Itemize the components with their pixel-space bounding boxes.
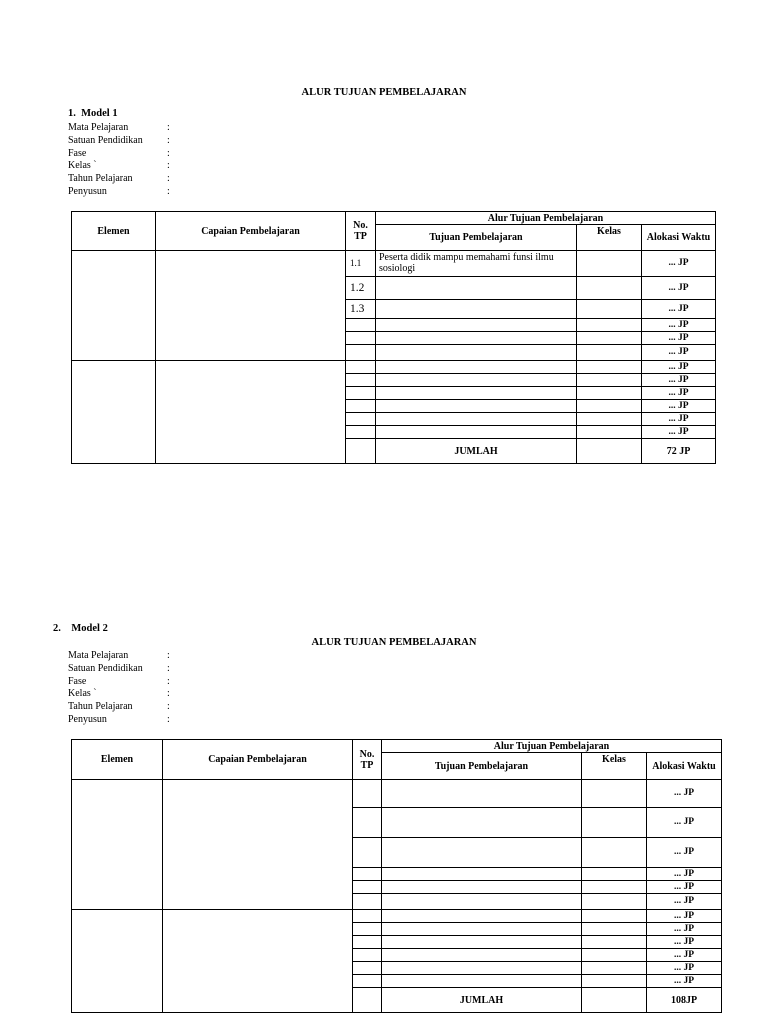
tujuan-cell bbox=[376, 426, 577, 439]
no-tp-cell bbox=[346, 361, 376, 374]
tujuan-cell bbox=[376, 413, 577, 426]
table-row bbox=[72, 361, 716, 374]
jumlah-value: 108JP bbox=[647, 988, 722, 1013]
header-no-tp: No. TP bbox=[346, 212, 376, 251]
model1-heading bbox=[68, 108, 118, 119]
field-penyusun bbox=[68, 186, 268, 199]
kelas-cell bbox=[577, 251, 642, 277]
field-label: Satuan Pendidikan bbox=[68, 662, 143, 674]
no-tp-cell bbox=[353, 962, 382, 975]
field-tahun-pelajaran bbox=[68, 173, 268, 186]
kelas-cell bbox=[577, 413, 642, 426]
field-colon: : bbox=[167, 160, 170, 172]
field-mata-pelajaran bbox=[68, 650, 268, 663]
no-tp-cell: 1.3 bbox=[346, 300, 376, 319]
field-satuan-pendidikan bbox=[68, 135, 268, 148]
alokasi-cell: ... JP bbox=[647, 808, 722, 838]
tujuan-cell: Peserta didik mampu memahami funsi ilmu sosiologi bbox=[376, 251, 577, 277]
kelas-cell bbox=[582, 936, 647, 949]
kelas-cell bbox=[577, 400, 642, 413]
alokasi-cell: ... JP bbox=[642, 277, 716, 300]
jumlah-label: JUMLAH bbox=[382, 988, 582, 1013]
field-colon: : bbox=[167, 185, 170, 197]
alokasi-cell: ... JP bbox=[642, 319, 716, 332]
kelas-cell bbox=[582, 838, 647, 868]
field-colon: : bbox=[167, 688, 170, 700]
alokasi-cell: ... JP bbox=[647, 868, 722, 881]
alokasi-cell: ... JP bbox=[647, 894, 722, 910]
header-capaian-pembelajaran: Capaian Pembelajaran bbox=[156, 212, 346, 251]
model1-title: ALUR TUJUAN PEMBELAJARAN bbox=[301, 87, 467, 98]
header-tujuan-pembelajaran: Tujuan Pembelajaran bbox=[376, 225, 577, 251]
no-tp-cell bbox=[353, 936, 382, 949]
kelas-cell bbox=[577, 300, 642, 319]
kelas-cell bbox=[577, 387, 642, 400]
header-elemen: Elemen bbox=[72, 740, 163, 780]
tujuan-cell bbox=[382, 936, 582, 949]
tujuan-cell bbox=[382, 949, 582, 962]
elemen-cell bbox=[72, 361, 156, 464]
kelas-cell bbox=[582, 949, 647, 962]
no-tp-cell: 1.1 bbox=[346, 251, 376, 277]
header-tujuan-pembelajaran: Tujuan Pembelajaran bbox=[382, 753, 582, 780]
tujuan-cell bbox=[382, 808, 582, 838]
header-capaian-pembelajaran: Capaian Pembelajaran bbox=[163, 740, 353, 780]
field-colon: : bbox=[167, 713, 170, 725]
no-tp-cell bbox=[353, 808, 382, 838]
elemen-cell bbox=[72, 910, 163, 1013]
no-tp-cell bbox=[346, 319, 376, 332]
table-row bbox=[72, 780, 722, 808]
capaian-cell bbox=[163, 910, 353, 1013]
kelas-cell bbox=[577, 426, 642, 439]
tujuan-cell bbox=[376, 361, 577, 374]
no-tp-cell bbox=[353, 868, 382, 881]
alokasi-cell: ... JP bbox=[647, 936, 722, 949]
field-label: Satuan Pendidikan bbox=[68, 134, 143, 146]
header-kelas: Kelas bbox=[577, 225, 642, 251]
field-colon: : bbox=[167, 122, 170, 133]
no-tp-cell bbox=[353, 910, 382, 923]
tujuan-cell bbox=[382, 780, 582, 808]
tujuan-cell bbox=[376, 300, 577, 319]
kelas-cell bbox=[582, 962, 647, 975]
field-kelas bbox=[68, 160, 268, 173]
model2-heading-label: Model 2 bbox=[71, 623, 108, 634]
alokasi-cell: ... JP bbox=[642, 332, 716, 345]
table-row bbox=[72, 251, 716, 277]
alokasi-cell: ... JP bbox=[647, 838, 722, 868]
capaian-cell bbox=[156, 361, 346, 464]
no-tp-cell bbox=[346, 374, 376, 387]
tujuan-cell bbox=[382, 881, 582, 894]
field-label: Fase bbox=[68, 147, 87, 159]
no-tp-cell bbox=[353, 881, 382, 894]
alokasi-cell: ... JP bbox=[647, 910, 722, 923]
alokasi-cell: ... JP bbox=[642, 426, 716, 439]
field-label: Mata Pelajaran bbox=[68, 650, 129, 661]
tujuan-cell bbox=[376, 332, 577, 345]
tujuan-cell bbox=[382, 975, 582, 988]
field-tahun-pelajaran bbox=[68, 701, 268, 714]
no-tp-cell bbox=[353, 975, 382, 988]
model2-heading bbox=[53, 623, 108, 634]
model2-atp-table bbox=[71, 739, 722, 1013]
alokasi-cell: ... JP bbox=[647, 923, 722, 936]
header-no-tp: No. TP bbox=[353, 740, 382, 780]
kelas-cell bbox=[577, 319, 642, 332]
field-label: Penyusun bbox=[68, 713, 107, 725]
alokasi-cell: ... JP bbox=[642, 387, 716, 400]
field-colon: : bbox=[167, 701, 170, 713]
field-label: Penyusun bbox=[68, 185, 107, 197]
tujuan-cell bbox=[382, 962, 582, 975]
kelas-cell bbox=[582, 988, 647, 1013]
no-tp-cell bbox=[353, 780, 382, 808]
field-label: Tahun Pelajaran bbox=[68, 701, 133, 713]
kelas-cell bbox=[577, 374, 642, 387]
kelas-cell bbox=[582, 881, 647, 894]
capaian-cell bbox=[156, 251, 346, 361]
model1-identity-fields bbox=[68, 122, 268, 199]
tujuan-cell bbox=[382, 838, 582, 868]
no-tp-cell: 1.2 bbox=[346, 277, 376, 300]
tujuan-cell bbox=[382, 868, 582, 881]
alokasi-cell: ... JP bbox=[642, 400, 716, 413]
kelas-cell bbox=[577, 439, 642, 464]
header-elemen: Elemen bbox=[72, 212, 156, 251]
jumlah-label: JUMLAH bbox=[376, 439, 577, 464]
model1-heading-label: Model 1 bbox=[81, 108, 118, 119]
no-tp-cell bbox=[346, 413, 376, 426]
field-colon: : bbox=[167, 134, 170, 146]
tujuan-cell bbox=[376, 277, 577, 300]
field-label: Mata Pelajaran bbox=[68, 122, 129, 133]
field-colon: : bbox=[167, 173, 170, 185]
field-colon: : bbox=[167, 650, 170, 661]
field-label: Kelas ` bbox=[68, 688, 97, 700]
header-alokasi-waktu: Alokasi Waktu bbox=[642, 225, 716, 251]
tujuan-cell bbox=[382, 910, 582, 923]
alokasi-cell: ... JP bbox=[647, 881, 722, 894]
tujuan-cell bbox=[376, 400, 577, 413]
no-tp-cell bbox=[346, 400, 376, 413]
kelas-cell bbox=[582, 868, 647, 881]
alokasi-cell: ... JP bbox=[642, 361, 716, 374]
alokasi-cell: ... JP bbox=[647, 962, 722, 975]
field-kelas bbox=[68, 688, 268, 701]
kelas-cell bbox=[577, 361, 642, 374]
no-tp-cell bbox=[353, 988, 382, 1013]
jumlah-value: 72 JP bbox=[642, 439, 716, 464]
elemen-cell bbox=[72, 780, 163, 910]
alokasi-cell: ... JP bbox=[647, 780, 722, 808]
tujuan-cell bbox=[382, 894, 582, 910]
header-alur-tujuan: Alur Tujuan Pembelajaran bbox=[382, 740, 722, 753]
alokasi-cell: ... JP bbox=[642, 374, 716, 387]
no-tp-cell bbox=[353, 949, 382, 962]
field-colon: : bbox=[167, 662, 170, 674]
no-tp-cell bbox=[346, 426, 376, 439]
kelas-cell bbox=[577, 277, 642, 300]
kelas-cell bbox=[577, 345, 642, 361]
kelas-cell bbox=[582, 910, 647, 923]
no-tp-cell bbox=[353, 838, 382, 868]
tujuan-cell bbox=[376, 319, 577, 332]
tujuan-cell bbox=[376, 387, 577, 400]
no-tp-cell bbox=[346, 439, 376, 464]
model2-heading-number: 2. bbox=[53, 623, 61, 634]
model2-title: ALUR TUJUAN PEMBELAJARAN bbox=[311, 637, 477, 648]
header-alokasi-waktu: Alokasi Waktu bbox=[647, 753, 722, 780]
model1-atp-table bbox=[71, 211, 716, 464]
tujuan-cell bbox=[382, 923, 582, 936]
field-fase bbox=[68, 676, 268, 689]
kelas-cell bbox=[582, 975, 647, 988]
field-mata-pelajaran bbox=[68, 122, 268, 135]
field-label: Fase bbox=[68, 675, 87, 687]
header-kelas: Kelas bbox=[582, 753, 647, 780]
field-colon: : bbox=[167, 675, 170, 687]
header-alur-tujuan: Alur Tujuan Pembelajaran bbox=[376, 212, 716, 225]
no-tp-cell bbox=[353, 894, 382, 910]
alokasi-cell: ... JP bbox=[642, 413, 716, 426]
no-tp-cell bbox=[346, 345, 376, 361]
no-tp-cell bbox=[353, 923, 382, 936]
model1-heading-number: 1. bbox=[68, 108, 76, 119]
table-row bbox=[72, 910, 722, 923]
kelas-cell bbox=[582, 923, 647, 936]
tujuan-cell bbox=[376, 345, 577, 361]
kelas-cell bbox=[582, 894, 647, 910]
field-label: Tahun Pelajaran bbox=[68, 173, 133, 185]
field-penyusun bbox=[68, 714, 268, 727]
kelas-cell bbox=[582, 780, 647, 808]
alokasi-cell: ... JP bbox=[642, 251, 716, 277]
elemen-cell bbox=[72, 251, 156, 361]
model2-identity-fields bbox=[68, 650, 268, 727]
alokasi-cell: ... JP bbox=[647, 975, 722, 988]
field-label: Kelas ` bbox=[68, 160, 97, 172]
field-colon: : bbox=[167, 147, 170, 159]
kelas-cell bbox=[577, 332, 642, 345]
alokasi-cell: ... JP bbox=[642, 300, 716, 319]
field-fase bbox=[68, 148, 268, 161]
tujuan-cell bbox=[376, 374, 577, 387]
no-tp-cell bbox=[346, 387, 376, 400]
alokasi-cell: ... JP bbox=[642, 345, 716, 361]
no-tp-cell bbox=[346, 332, 376, 345]
field-satuan-pendidikan bbox=[68, 663, 268, 676]
kelas-cell bbox=[582, 808, 647, 838]
capaian-cell bbox=[163, 780, 353, 910]
alokasi-cell: ... JP bbox=[647, 949, 722, 962]
